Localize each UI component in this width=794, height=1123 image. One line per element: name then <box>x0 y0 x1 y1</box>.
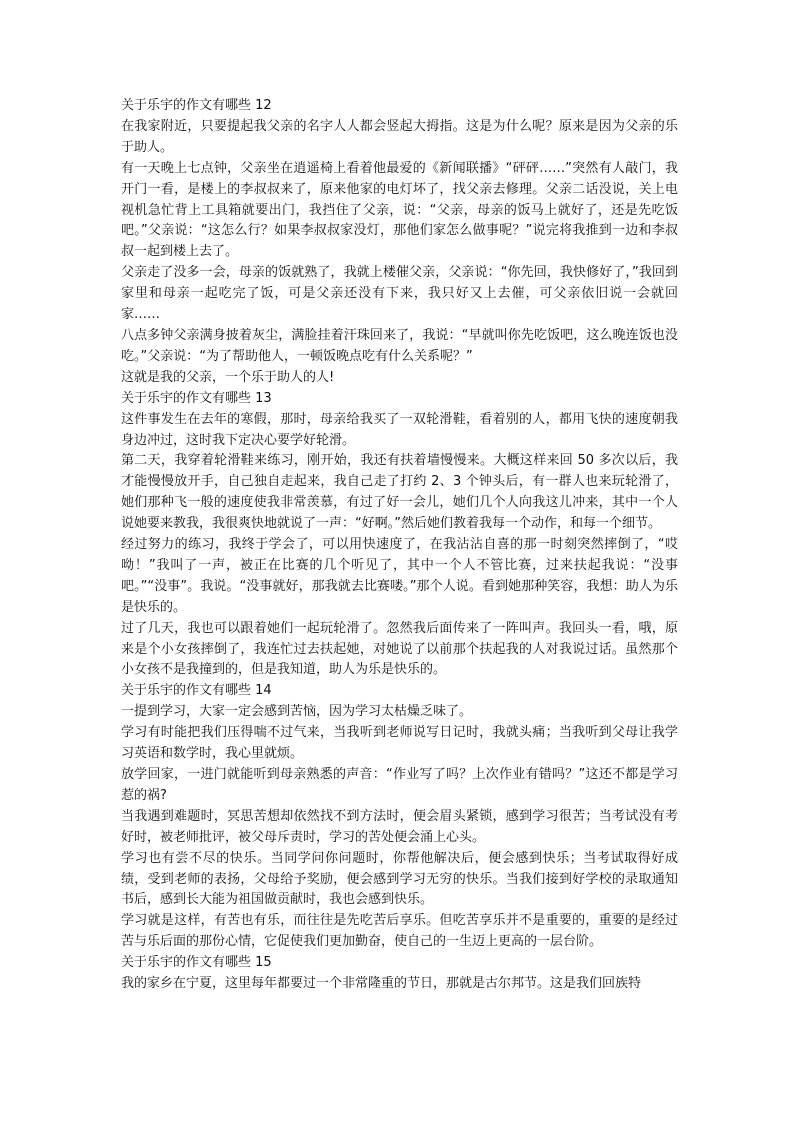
paragraph: 我的家乡在宁夏，这里每年都要过一个非常隆重的节日，那就是古尔邦节。这是我们回族特 <box>121 976 642 992</box>
section-heading: 关于乐宇的作文有哪些 14 <box>121 683 272 699</box>
paragraph: 过了几天，我也可以跟着她们一起玩轮滑了。忽然我后面传来了一阵叫声。我回头一看，哦，原来是个小女孩摔倒了，我连忙过去扶起她，对她说了以前那个扶起我的人对我说过话。虽然那个小女孩不是我撞到的，但是我知道，助人为乐是快乐的。 <box>121 620 678 678</box>
paragraph: 学习有时能把我们压得喘不过气来，当我听到老师说写日记时，我就头痛；当我听到父母让我学习英语和数学时，我心里就烦。 <box>121 725 678 762</box>
paragraph: 这件事发生在去年的寒假，那时，母亲给我买了一双轮滑鞋，看着别的人，都用飞快的速度朝我身边冲过，这时我下定决心要学好轮滑。 <box>121 411 678 448</box>
section-heading: 关于乐宇的作文有哪些 12 <box>121 98 272 113</box>
paragraph: 八点多钟父亲满身披着灰尘，满脸挂着汗珠回来了，我说：“早就叫你先吃饭吧，这么晚连饭也没吃。”父亲说：“为了帮助他人，一顿饭晚点吃有什么关系呢？” <box>121 327 678 364</box>
paragraph: 放学回家，一进门就能听到母亲熟悉的声音：“作业写了吗？上次作业有错吗？”这还不都是学习惹的祸? <box>121 767 678 803</box>
section-heading: 关于乐宇的作文有哪些 15 <box>121 955 272 971</box>
section-heading: 关于乐宇的作文有哪些 13 <box>121 390 272 406</box>
paragraph: 一提到学习，大家一定会感到苦恼，因为学习太枯燥乏味了。 <box>121 704 473 720</box>
paragraph: 当我遇到难题时，冥思苦想却依然找不到方法时，便会眉头紧锁，感到学习很苦；当考试没有考好时，被老师批评，被父母斥责时，学习的苦处便会涌上心头。 <box>121 808 678 845</box>
paragraph: 在我家附近，只要提起我父亲的名字人人都会竖起大拇指。这是为什么呢？原来是因为父亲的乐于助人。 <box>121 118 678 155</box>
paragraph: 学习就是这样，有苦也有乐，而往往是先吃苦后享乐。但吃苦享乐并不是重要的，重要的是经过苦与乐后面的那份心情，它促使我们更加勤奋，使自己的一生迈上更高的一层台阶。 <box>121 913 678 950</box>
paragraph: 这就是我的父亲，一个乐于助人的人! <box>121 369 335 385</box>
paragraph: 第二天，我穿着轮滑鞋来练习，刚开始，我还有扶着墙慢慢来。大概这样来回 50 多次以后，我才能慢慢放开手，自己独自走起来，我自己走了打约 2、3 个钟头后，有一群人也来玩轮滑了，她们那种飞一般的速度使我非常羡慕，有过了好一会儿，她们几个人向我这儿冲来，其中一个人说她要来教我，我很爽快地就说了一声：“好啊。”然后她们教着我每一个动作，和每一个细节。 <box>121 453 678 532</box>
paragraph: 有一天晚上七点钟，父亲坐在逍遥椅上看着他最爱的《新闻联播》“砰砰……”突然有人敲门，我开门一看，是楼上的李叔叔来了，原来他家的电灯坏了，找父亲去修理。父亲二话没说，关上电视机急忙背上工具箱就要出门，我挡住了父亲，说：“父亲，母亲的饭马上就好了，还是先吃饭吧。”父亲说：“这怎么行？如果李叔叔家没灯，那他们家怎么做事呢？”说完将我推到一边和李叔叔一起到楼上去了。 <box>121 160 678 260</box>
paragraph: 学习也有尝不尽的快乐。当同学问你问题时，你帮他解决后，便会感到快乐；当考试取得好成绩，受到老师的表扬，父母给予奖励，便会感到学习无穷的快乐。当我们接到好学校的录取通知书后，感到长大能为祖国做贡献时，我也会感到快乐。 <box>121 850 678 908</box>
paragraph: 父亲走了没多一会，母亲的饭就熟了，我就上楼催父亲，父亲说：“你先回，我快修好了，”我回到家里和母亲一起吃完了饭，可是父亲还没有下来，我只好又上去催，可父亲依旧说一会就回家…… <box>121 265 678 323</box>
paragraph: 经过努力的练习，我终于学会了，可以用快速度了，在我沾沾自喜的那一时刻突然摔倒了，“哎呦！”我叫了一声，被正在比赛的几个听见了，其中一个人不管比赛，过来扶起我说：“没事吧。”“没事”。我说。“没事就好，那我就去比赛喽。”那个人说。看到她那种笑容，我想：助人为乐是快乐的。 <box>121 537 678 615</box>
